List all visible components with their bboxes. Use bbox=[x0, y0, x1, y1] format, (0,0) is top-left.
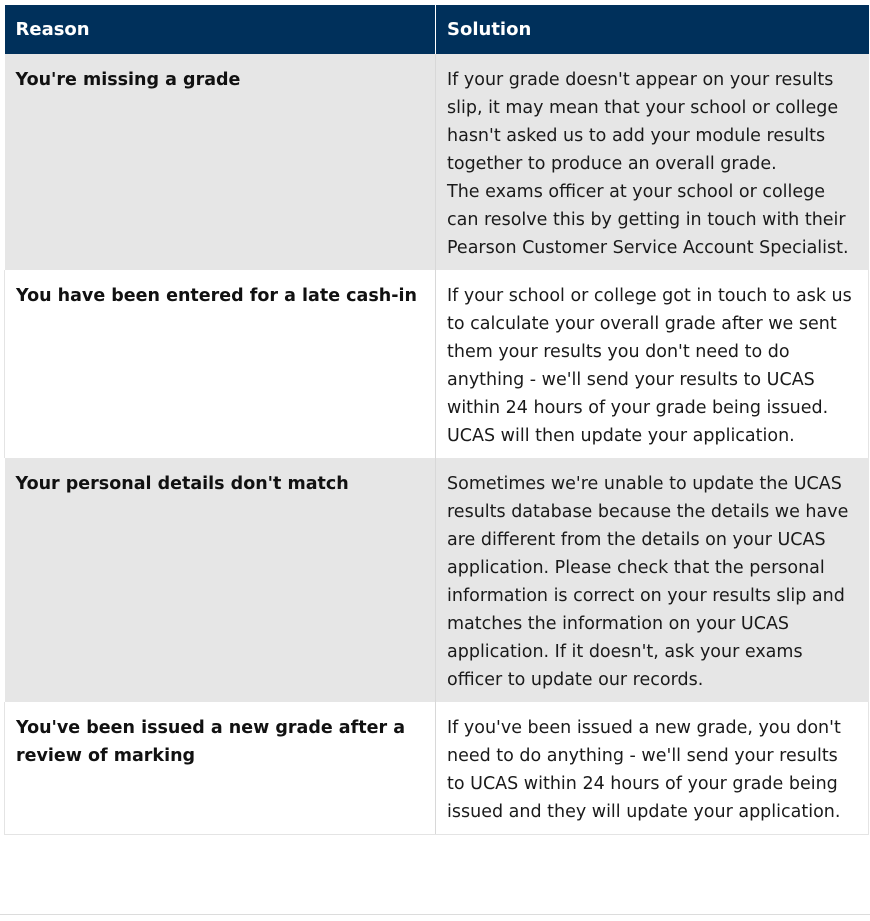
reason-cell: You've been issued a new grade after a review of marking bbox=[5, 702, 436, 835]
bottom-divider bbox=[0, 914, 870, 915]
solution-cell bbox=[436, 458, 869, 702]
table-row bbox=[5, 458, 869, 702]
reason-cell: You're missing a grade bbox=[5, 54, 436, 270]
solution-paragraph: Sometimes we're unable to update the UCAS results database because the details we have are different from the details on your UCAS application. Please check that the personal information is correct on your results slip and matches the information on your UCAS application. If it doesn't, ask your exams officer to update our records. bbox=[447, 474, 849, 690]
header-reason: Reason bbox=[5, 5, 436, 54]
table-row bbox=[5, 54, 869, 270]
table-row bbox=[5, 702, 869, 835]
reason-cell: You have been entered for a late cash-in bbox=[5, 270, 436, 458]
solution-cell bbox=[436, 270, 869, 458]
header-solution: Solution bbox=[436, 5, 869, 54]
solution-paragraph: If your grade doesn't appear on your results slip, it may mean that your school or college hasn't asked us to add your module results together to produce an overall grade. bbox=[447, 70, 839, 174]
solution-paragraph: If you've been issued a new grade, you don't need to do anything - we'll send your results to UCAS within 24 hours of your grade being issued and they will update your application. bbox=[447, 718, 841, 822]
table-row bbox=[5, 270, 869, 458]
solution-cell bbox=[436, 54, 869, 270]
solution-paragraph: The exams officer at your school or college can resolve this by getting in touch with their Pearson Customer Service Account Specialist. bbox=[447, 182, 849, 258]
reasons-table bbox=[4, 5, 869, 835]
solution-paragraph: If your school or college got in touch to ask us to calculate your overall grade after we sent them your results you don't need to do anything - we'll send your results to UCAS within 24 hours of your grade being issued. UCAS will then update your application. bbox=[447, 286, 852, 446]
solution-cell bbox=[436, 702, 869, 835]
table-header-row bbox=[5, 5, 869, 54]
reason-cell: Your personal details don't match bbox=[5, 458, 436, 702]
